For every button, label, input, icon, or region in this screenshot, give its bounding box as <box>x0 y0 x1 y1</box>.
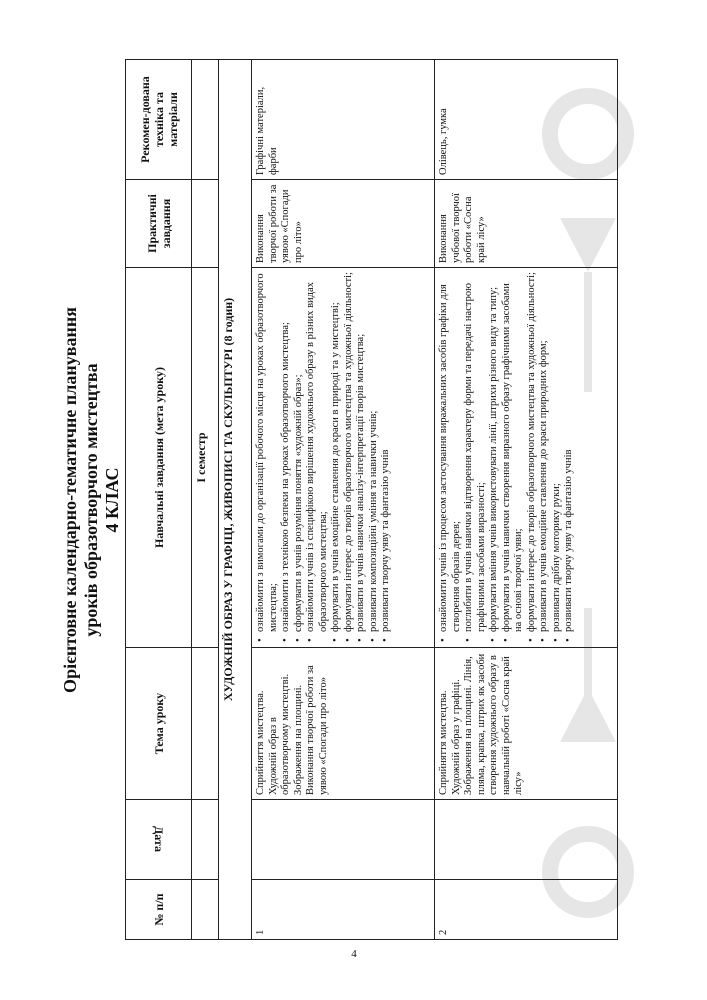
list-item: • формувати вміння учнів використовувати лінії, штрихи різного виду та типу; <box>488 272 501 632</box>
row-2-practice: Виконання учбової творчої роботи «Сосна край лісу» <box>435 180 618 268</box>
row-2-topic: Сприйняття мистецтва. Художній образ у графіці. Зображення на площині. Лінія, пляма, крапка, штрих як засоби створення художнього образу в навчальній роботі «Сосна край лісу» <box>435 648 618 800</box>
semester-empty-materials <box>192 60 219 180</box>
document-title <box>60 60 124 940</box>
list-item: • формувати інтерес до творів образотворчого мистецтва та художньої діяльності; <box>526 272 539 632</box>
row-2-date <box>435 800 618 880</box>
list-item: • ознайомити з технікою безпеки на уроках образотворчого мистецтва; <box>280 272 293 632</box>
list-item: • формувати інтерес до творів образотворчого мистецтва та художньої діяльності; <box>343 272 356 632</box>
list-item: • розвивати в учнів навички аналізу-інтерпретації творів мистецтва; <box>355 272 368 632</box>
header-materials: Рекомен-дована техніка та матеріали <box>126 60 192 180</box>
table-row <box>435 60 618 940</box>
section-row <box>219 60 252 940</box>
list-item: • формувати в учнів емоційне ставлення до краси в природі та у мистецтві; <box>330 272 343 632</box>
rotated-page <box>60 60 640 940</box>
list-item: • розвивати творчу уяву та фантазію учнів <box>563 272 576 632</box>
header-num: № п/п <box>126 880 192 940</box>
list-item: • ознайомити учнів із специфікою вирішення художнього образу в різних видах образотворчого мистецтва; <box>305 272 330 632</box>
table-row <box>252 60 435 940</box>
list-item: • розвивати композиційні уміння та навички учнів; <box>368 272 381 632</box>
semester-empty-topic <box>192 648 219 800</box>
list-item: • розвивати в учнів емоційне ставлення до краси природних форм; <box>538 272 551 632</box>
list-item: • ознайомити учнів із процесом застосування виражальних засобів графіки для створення образів дерев; <box>438 272 463 632</box>
semester-empty-date <box>192 800 219 880</box>
list-item: • розвивати дрібну моторику руки; <box>551 272 564 632</box>
lesson-plan-table <box>125 59 618 940</box>
row-2-num: 2 <box>435 880 618 940</box>
list-item: • поглибити в учнів навички відтворення характеру форми та передачі настрою графічними засобами виразності; <box>463 272 488 632</box>
title-line-1: Орієнтовне календарно-тематичне планування <box>60 307 80 693</box>
row-1-materials: Графічні матеріали, фарби <box>252 60 435 180</box>
header-practice: Практичні завдання <box>126 180 192 268</box>
list-item: • формувати в учнів навички створення виразного образу графічними засобами на основі творчої уяви; <box>501 272 526 632</box>
header-date <box>126 800 192 880</box>
title-line-3: 4 КЛАС <box>102 467 122 533</box>
semester-label: І семестр <box>192 268 219 648</box>
list-item: • ознайомити з вимогами до організації робочого місця на уроках образотворчого мистецтва; <box>255 272 280 632</box>
title-line-2: уроків образотворчого мистецтва <box>81 363 101 637</box>
row-1-topic: Сприйняття мистецтва. Художній образ в образотворчому мистецтві. Зображення на площині. Виконання творчої роботи за уявою «Спогади про літо» <box>252 648 435 800</box>
row-2-tasks <box>435 268 618 648</box>
row-2-task-list <box>438 272 576 643</box>
row-2-materials: Олівець, гумка <box>435 60 618 180</box>
semester-row <box>192 60 219 940</box>
table-header-row <box>126 60 192 940</box>
semester-empty-practice <box>192 180 219 268</box>
row-1-tasks <box>252 268 435 648</box>
list-item: • сформувати в учнів розуміння поняття «художній образ»; <box>293 272 306 632</box>
row-1-num: 1 <box>252 880 435 940</box>
list-item: • розвивати творчу уяву та фантазію учнів <box>380 272 393 632</box>
header-topic: Тема уроку <box>126 648 192 800</box>
section-title: ХУДОЖНІЙ ОБРАЗ У ГРАФІЦІ, ЖИВОПИСІ ТА СКУЛЬПТУРІ (8 годин) <box>219 60 252 940</box>
row-1-task-list <box>255 272 393 643</box>
row-1-practice: Виконання творчої роботи за уявою «Спогади про літо» <box>252 180 435 268</box>
semester-empty-num <box>192 880 219 940</box>
page-number: 4 <box>351 948 357 960</box>
header-tasks: Навчальні завдання (мета уроку) <box>126 268 192 648</box>
row-1-date <box>252 800 435 880</box>
header-date-label: Дата <box>151 826 166 853</box>
